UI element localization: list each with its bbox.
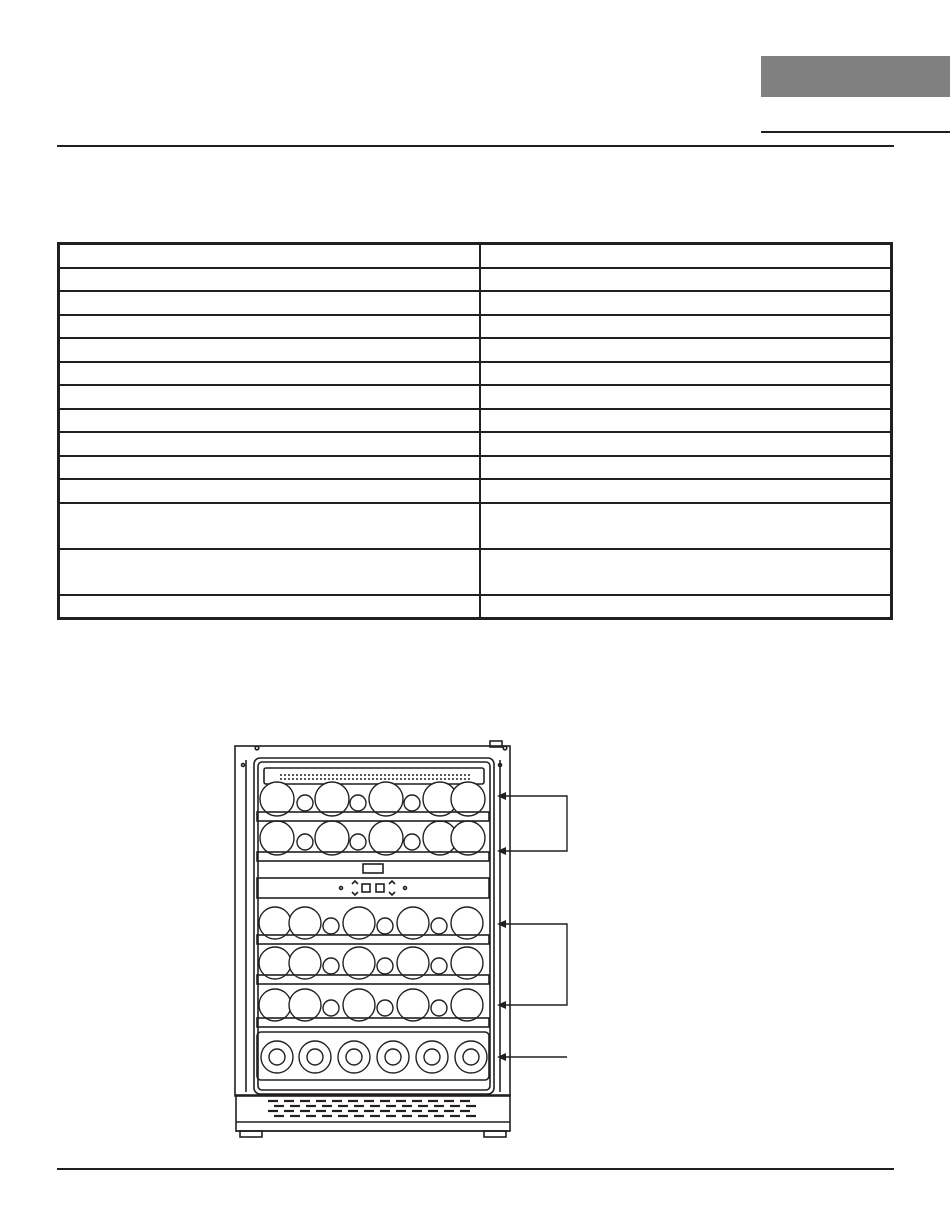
table-row xyxy=(59,362,892,386)
bottle-neck xyxy=(431,918,447,934)
bottle-neck xyxy=(297,834,313,850)
spec-value-cell xyxy=(480,268,892,292)
bottle-neck xyxy=(404,795,420,811)
table-row xyxy=(59,456,892,480)
bottle-end xyxy=(259,989,291,1021)
control-panel xyxy=(257,878,489,898)
spec-value-cell xyxy=(480,338,892,362)
table-row xyxy=(59,338,892,362)
shelf-front-2 xyxy=(257,852,489,861)
spec-label-cell xyxy=(59,385,481,409)
section-tab xyxy=(761,56,950,97)
section-tab-rule xyxy=(761,131,950,133)
spec-label-cell xyxy=(59,549,481,595)
spec-value-cell xyxy=(480,479,892,503)
spec-label-cell xyxy=(59,432,481,456)
spec-value-cell xyxy=(480,432,892,456)
table-row xyxy=(59,595,892,619)
bottle-end xyxy=(397,989,429,1021)
shelf-front-3 xyxy=(257,935,489,944)
spec-value-cell xyxy=(480,503,892,549)
shelf-front-4 xyxy=(257,975,489,984)
bottle-end xyxy=(289,989,321,1021)
bottle-end xyxy=(451,821,485,855)
table-row xyxy=(59,291,892,315)
callout-lines xyxy=(505,796,567,1057)
spec-label-cell xyxy=(59,503,481,549)
wine-cooler-diagram xyxy=(230,740,580,1140)
spec-label-cell xyxy=(59,409,481,433)
spec-value-cell xyxy=(480,362,892,386)
bottle-end xyxy=(260,821,294,855)
bottle-end xyxy=(369,782,403,816)
table-row xyxy=(59,385,892,409)
bottle-base-inner xyxy=(463,1049,479,1065)
shelf-front-1 xyxy=(257,812,489,821)
bottle-end xyxy=(343,989,375,1021)
spec-value-cell xyxy=(480,549,892,595)
spec-label-cell xyxy=(59,362,481,386)
footer-rule xyxy=(57,1168,894,1170)
table-row xyxy=(59,244,892,268)
spec-value-cell xyxy=(480,315,892,339)
spec-label-cell xyxy=(59,595,481,619)
spec-value-cell xyxy=(480,595,892,619)
bottle-base-inner xyxy=(346,1049,362,1065)
bottle-neck xyxy=(404,834,420,850)
bottle-end xyxy=(451,989,483,1021)
bottle-base-inner xyxy=(385,1049,401,1065)
spec-label-cell xyxy=(59,338,481,362)
spec-label-cell xyxy=(59,479,481,503)
bottle-end xyxy=(451,782,485,816)
spec-value-cell xyxy=(480,409,892,433)
bottle-base-inner xyxy=(307,1049,323,1065)
bottle-neck xyxy=(431,1000,447,1016)
spec-value-cell xyxy=(480,456,892,480)
bottle-end xyxy=(315,782,349,816)
spec-value-cell xyxy=(480,291,892,315)
table-row xyxy=(59,549,892,595)
specifications-table xyxy=(57,242,893,620)
spec-label-cell xyxy=(59,291,481,315)
shelf-front-5 xyxy=(257,1018,489,1027)
bottle-neck xyxy=(350,795,366,811)
table-row xyxy=(59,315,892,339)
bottle-neck xyxy=(377,1000,393,1016)
bottle-neck xyxy=(431,958,447,974)
table-row xyxy=(59,479,892,503)
spec-value-cell xyxy=(480,244,892,268)
bottle-neck xyxy=(323,958,339,974)
bottle-end xyxy=(369,821,403,855)
bottle-end xyxy=(260,782,294,816)
spec-label-cell xyxy=(59,268,481,292)
bottle-neck xyxy=(323,1000,339,1016)
table-row xyxy=(59,268,892,292)
table-row xyxy=(59,503,892,549)
bottle-neck xyxy=(297,795,313,811)
bottle-neck xyxy=(377,958,393,974)
bottle-neck xyxy=(377,918,393,934)
bottle-base-inner xyxy=(424,1049,440,1065)
spec-label-cell xyxy=(59,244,481,268)
bottle-end xyxy=(315,821,349,855)
spec-label-cell xyxy=(59,315,481,339)
spec-value-cell xyxy=(480,385,892,409)
table-row xyxy=(59,432,892,456)
bottle-base-inner xyxy=(269,1049,285,1065)
spec-label-cell xyxy=(59,456,481,480)
bottle-neck xyxy=(323,918,339,934)
table-row xyxy=(59,409,892,433)
header-rule xyxy=(57,145,894,147)
bottle-neck xyxy=(350,834,366,850)
